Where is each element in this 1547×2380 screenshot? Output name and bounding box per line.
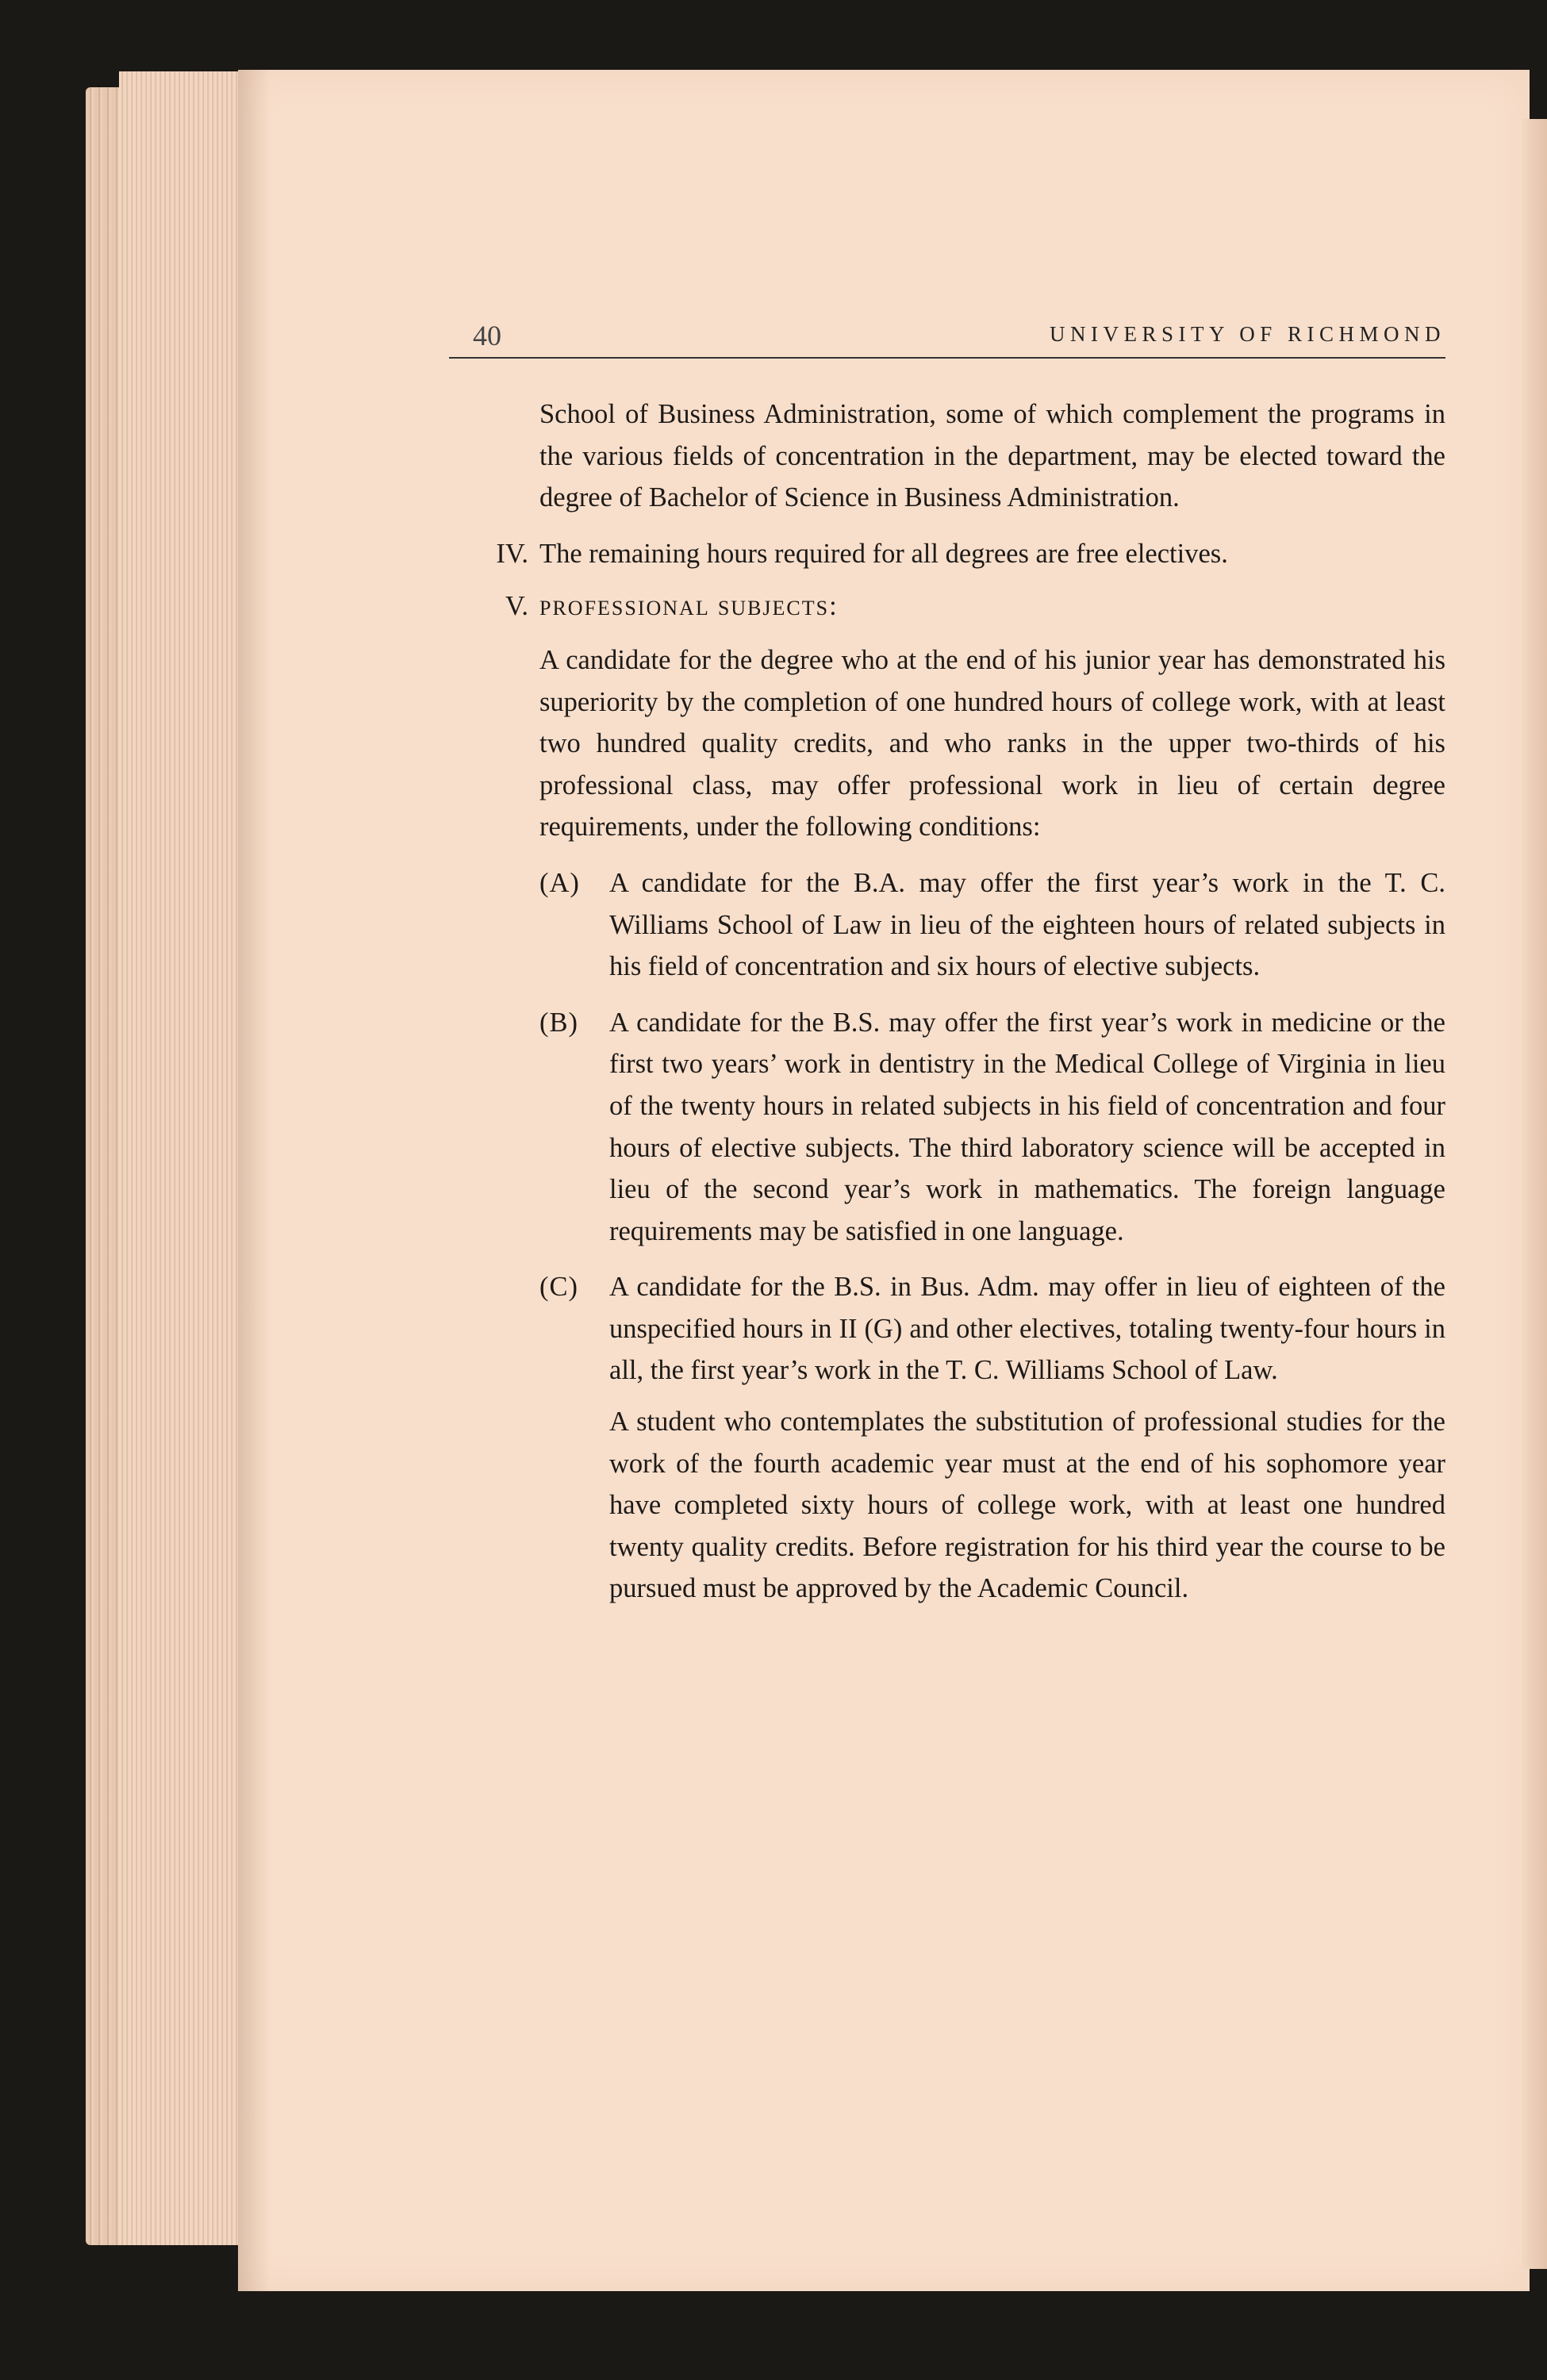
condition-item — [539, 1002, 1445, 1253]
section-iv — [496, 533, 1445, 575]
section-iv-text: The remaining hours required for all degrees are free electives. — [539, 538, 1228, 569]
heading-colon: : — [829, 591, 839, 622]
page-edge — [119, 71, 254, 2245]
condition-label: (A) — [539, 867, 580, 898]
page-content — [449, 301, 1445, 1610]
continuation-paragraph: School of Business Administration, some of which complement the programs in the various fields of concentration in the department, may be elected toward the degree of Bachelor of Science in Business Administration. — [539, 399, 1445, 513]
running-head — [449, 301, 1445, 359]
heading-word: SUBJECTS — [717, 597, 830, 620]
section-numeral: V. — [505, 591, 528, 622]
condition-label: (C) — [539, 1272, 578, 1303]
condition-text: A candidate for the B.A. may offer the first year’s work in the T. C. Williams School of Law in lieu of the eighteen hours of related subjects in his field of concentration and six hours of elective subjects. — [609, 867, 1445, 982]
page-gutter-shadow — [238, 70, 270, 2291]
condition-label: (B) — [539, 1007, 578, 1038]
page-number: 40 — [473, 320, 501, 351]
condition-text: A candidate for the B.S. may offer the first year’s work in medicine or the first two years’ work in dentistry in the Medical College of Virginia in lieu of the twenty hours in related subjects in his field of concentration and four hours of elective subjects. The third laboratory science will be accepted in lieu of the second year’s work in mathematics. The foreign language requirements may be satisfied in one language. — [609, 1007, 1445, 1246]
section-numeral: IV. — [496, 538, 528, 569]
running-title: UNIVERSITY OF RICHMOND — [1049, 322, 1445, 346]
condition-item — [539, 862, 1445, 988]
condition-item — [539, 1266, 1445, 1610]
closing-paragraph: A student who contemplates the substitution of professional studies for the work of the fourth academic year must at the end of his sophomore year have completed sixty hours of college work, with at least one hundred twenty quality credits. Before registration for his third year the course to be pursued must be approved by the Academic Council. — [609, 1407, 1445, 1604]
heading-word: PROFESSIONAL — [539, 597, 710, 620]
section-v — [505, 585, 1445, 848]
section-v-intro: A candidate for the degree who at the end of his junior year has demonstrated his superiority by the completion of one hundred hours of college work, with at least two hundred quality credits, and who ranks in the upper two-thirds of his professional class, may offer professional work in lieu of certain degree requirements, under the following conditions: — [539, 644, 1445, 843]
facing-page-edge — [1522, 119, 1547, 2269]
section-v-heading — [539, 585, 1445, 630]
condition-text: A candidate for the B.S. in Bus. Adm. may offer in lieu of eighteen of the unspecified hours in II (G) and other electives, totaling twenty-four hours in all, the first year’s work in the T. C. Williams School of Law. — [609, 1272, 1445, 1386]
